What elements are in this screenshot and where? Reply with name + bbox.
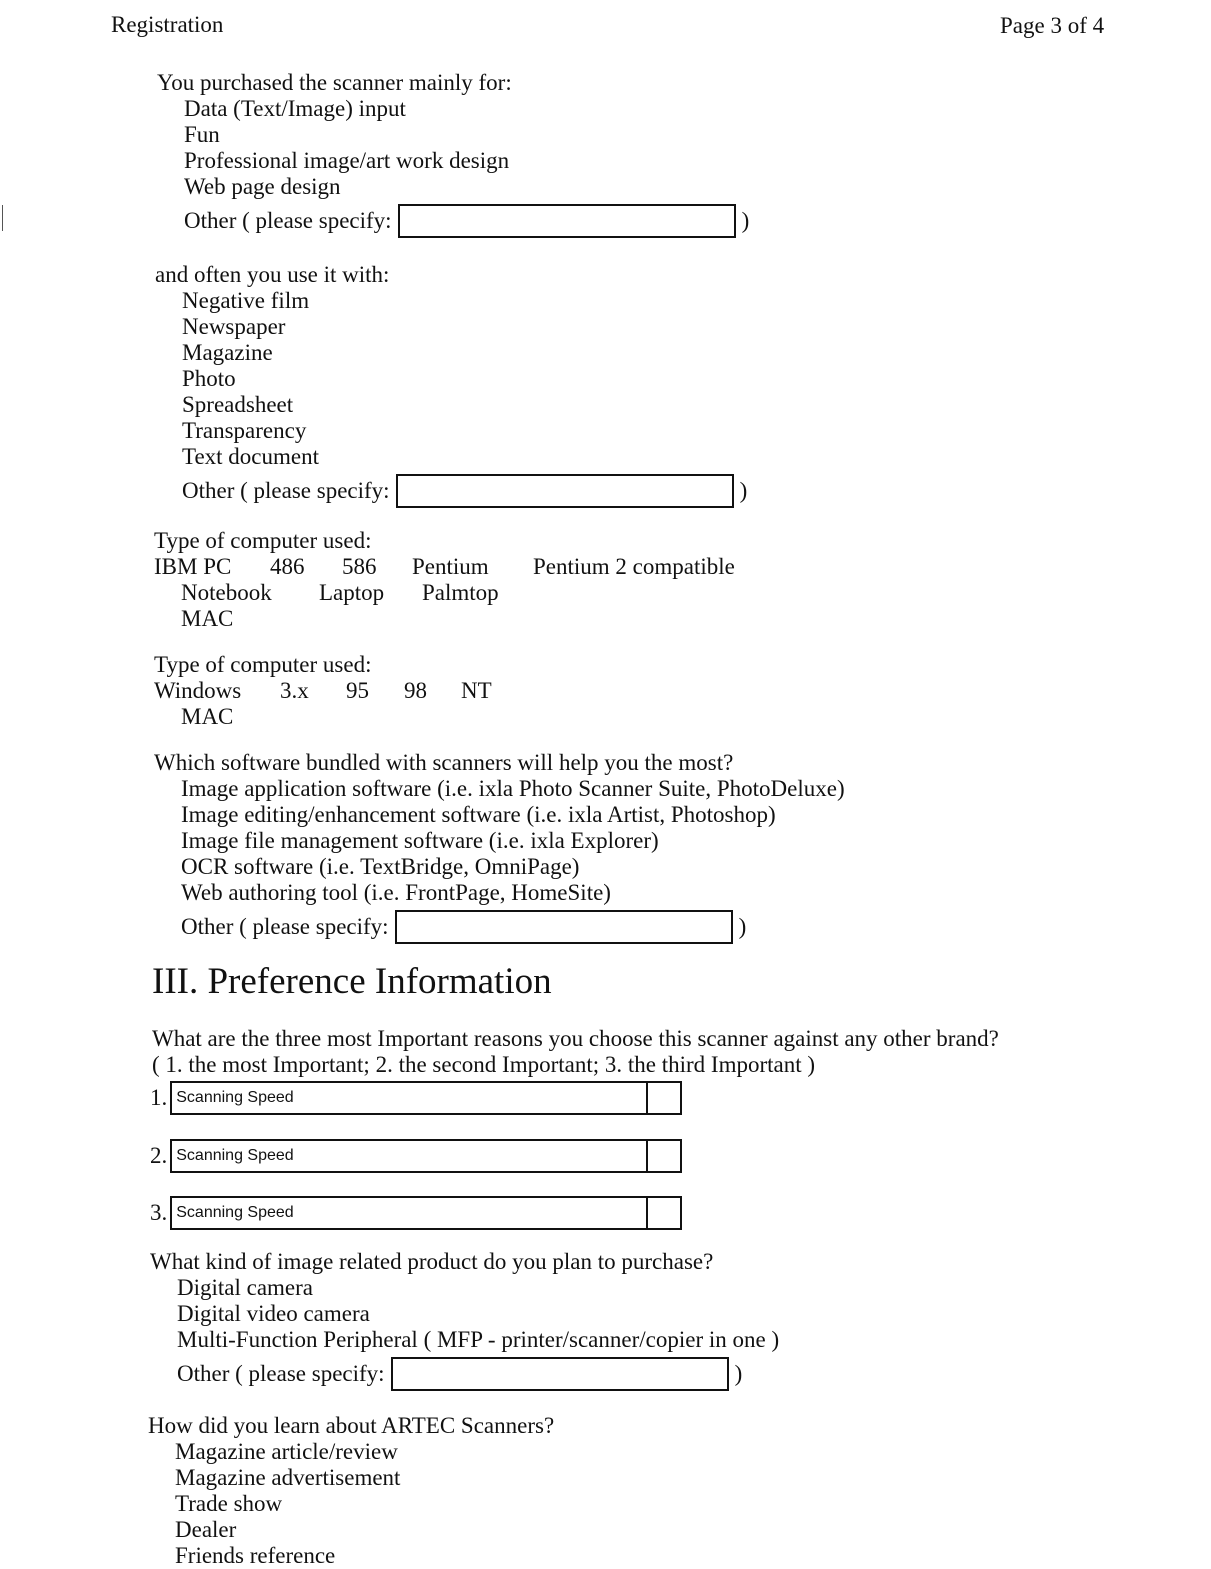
use-with-question: and often you use it with:: [155, 262, 390, 287]
purchase-question: You purchased the scanner mainly for:: [157, 70, 512, 95]
software-other-row: [154, 910, 845, 944]
software-other-label: Other ( please specify:: [181, 914, 389, 939]
learn-option-article[interactable]: Magazine article/review: [175, 1439, 398, 1464]
preference-question: What are the three most Important reasons you choose this scanner against any other brand?: [152, 1026, 999, 1051]
learn-question: How did you learn about ARTEC Scanners?: [148, 1413, 555, 1438]
rank-select-3[interactable]: [170, 1196, 682, 1230]
learn-option-friends[interactable]: Friends reference: [175, 1543, 336, 1568]
purchase-option-professional[interactable]: Professional image/art work design: [184, 148, 510, 173]
computer-option-ibm-pc[interactable]: IBM PC: [154, 554, 232, 579]
margin-mark: [2, 205, 3, 231]
page-indicator: Page 3 of 4: [1000, 13, 1105, 38]
software-option-ocr[interactable]: OCR software (i.e. TextBridge, OmniPage): [181, 854, 580, 879]
os-option-95[interactable]: 95: [346, 678, 369, 703]
use-with-other-input[interactable]: [396, 474, 734, 508]
os-option-3x[interactable]: 3.x: [280, 678, 309, 703]
computer-option-pentium[interactable]: Pentium: [412, 554, 489, 579]
software-other-input[interactable]: [395, 910, 733, 944]
plan-option-digital-video-camera[interactable]: Digital video camera: [177, 1301, 370, 1326]
software-option-file-management[interactable]: Image file management software (i.e. ixla Explorer): [181, 828, 659, 853]
computer-option-laptop[interactable]: Laptop: [319, 580, 385, 605]
computer-type-section: [154, 528, 735, 632]
computer-option-486[interactable]: 486: [270, 554, 305, 579]
purchase-section: [157, 70, 749, 238]
learn-option-trade-show[interactable]: Trade show: [175, 1491, 283, 1516]
use-with-option-newspaper[interactable]: Newspaper: [182, 314, 286, 339]
purchase-option-data[interactable]: Data (Text/Image) input: [184, 96, 406, 121]
use-with-option-negative-film[interactable]: Negative film: [182, 288, 310, 313]
purchase-other-row: [157, 204, 749, 238]
os-type-row-1: [154, 678, 492, 704]
use-with-other-row: [155, 474, 747, 508]
rank-label-3: 3.: [150, 1200, 168, 1225]
software-section: [154, 750, 845, 944]
use-with-other-close: ): [739, 478, 748, 503]
computer-option-586[interactable]: 586: [342, 554, 377, 579]
preference-heading: III. Preference Information: [152, 961, 552, 1002]
purchase-option-fun[interactable]: Fun: [184, 122, 220, 147]
plan-option-digital-camera[interactable]: Digital camera: [177, 1275, 314, 1300]
os-type-section: [154, 652, 492, 730]
preference-note: ( 1. the most Important; 2. the second Important; 3. the third Important ): [152, 1052, 816, 1077]
rank-value-2: Scanning Speed: [176, 1147, 294, 1164]
use-with-option-photo[interactable]: Photo: [182, 366, 236, 391]
rank-row-1: [150, 1081, 682, 1115]
dropdown-arrow-icon[interactable]: [646, 1083, 680, 1113]
computer-type-row-1: [154, 554, 735, 580]
software-option-image-application[interactable]: Image application software (i.e. ixla Photo Scanner Suite, PhotoDeluxe): [181, 776, 845, 801]
os-type-question: Type of computer used:: [154, 652, 372, 677]
computer-type-row-2: [154, 580, 735, 606]
preference-question-block: [152, 1026, 999, 1078]
computer-option-pentium-2[interactable]: Pentium 2 compatible: [533, 554, 735, 579]
rank-row-2: [150, 1139, 682, 1173]
purchase-other-close: ): [741, 208, 750, 233]
rank-label-1: 1.: [150, 1085, 168, 1110]
computer-option-mac[interactable]: MAC: [181, 606, 234, 631]
computer-option-notebook[interactable]: Notebook: [181, 580, 272, 605]
software-option-web-authoring[interactable]: Web authoring tool (i.e. FrontPage, HomeSite): [181, 880, 611, 905]
os-option-windows[interactable]: Windows: [154, 678, 242, 703]
purchase-option-web[interactable]: Web page design: [184, 174, 341, 199]
plan-option-mfp[interactable]: Multi-Function Peripheral ( MFP - printer/scanner/copier in one ): [177, 1327, 780, 1352]
purchase-other-input[interactable]: [398, 204, 736, 238]
use-with-other-label: Other ( please specify:: [182, 478, 390, 503]
dropdown-arrow-icon[interactable]: [646, 1141, 680, 1171]
software-option-image-editing[interactable]: Image editing/enhancement software (i.e. ixla Artist, Photoshop): [181, 802, 776, 827]
software-other-close: ): [738, 914, 747, 939]
plan-other-input[interactable]: [391, 1357, 729, 1391]
use-with-option-magazine[interactable]: Magazine: [182, 340, 273, 365]
rank-value-3: Scanning Speed: [176, 1204, 294, 1221]
use-with-option-text-document[interactable]: Text document: [182, 444, 319, 469]
plan-other-close: ): [734, 1361, 743, 1386]
rank-select-1[interactable]: [170, 1081, 682, 1115]
use-with-option-spreadsheet[interactable]: Spreadsheet: [182, 392, 294, 417]
header-title: Registration: [111, 12, 224, 37]
os-option-nt[interactable]: NT: [461, 678, 492, 703]
rank-select-2[interactable]: [170, 1139, 682, 1173]
learn-option-advertisement[interactable]: Magazine advertisement: [175, 1465, 401, 1490]
rank-value-1: Scanning Speed: [176, 1089, 294, 1106]
software-question: Which software bundled with scanners will help you the most?: [154, 750, 734, 775]
dropdown-arrow-icon[interactable]: [646, 1198, 680, 1228]
os-option-mac[interactable]: MAC: [181, 704, 234, 729]
plan-other-label: Other ( please specify:: [177, 1361, 385, 1386]
use-with-option-transparency[interactable]: Transparency: [182, 418, 307, 443]
computer-type-question: Type of computer used:: [154, 528, 372, 553]
rank-label-2: 2.: [150, 1143, 168, 1168]
rank-row-3: [150, 1196, 682, 1230]
os-option-98[interactable]: 98: [404, 678, 427, 703]
plan-section: [150, 1249, 779, 1391]
plan-other-row: [150, 1357, 779, 1391]
plan-question: What kind of image related product do you plan to purchase?: [150, 1249, 714, 1274]
purchase-other-label: Other ( please specify:: [184, 208, 392, 233]
use-with-section: [155, 262, 747, 508]
learn-section: [148, 1413, 554, 1569]
learn-option-dealer[interactable]: Dealer: [175, 1517, 237, 1542]
computer-option-palmtop[interactable]: Palmtop: [422, 580, 499, 605]
